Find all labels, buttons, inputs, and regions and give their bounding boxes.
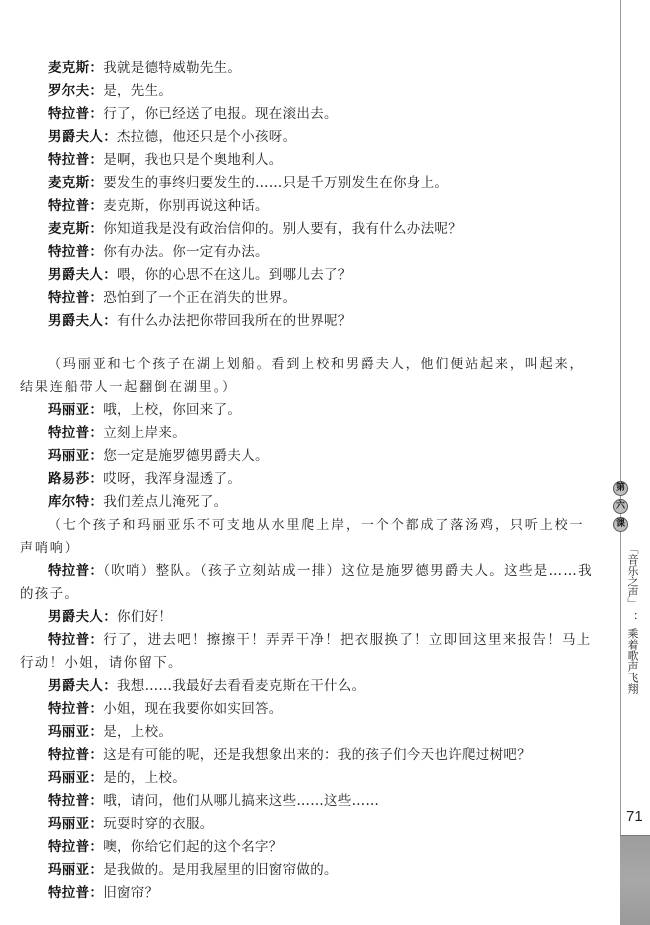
stage-direction: （玛丽亚和七个孩子在湖上划船。看到上校和男爵夫人，他们便站起来，叫起来，结果连船带人一起翻倒在湖里。） <box>20 357 585 395</box>
dialogue-line <box>20 675 595 698</box>
dialogue-line <box>20 882 595 905</box>
speech-text: 你知道我是没有政治信仰的。别人要有，我有什么办法呢？ <box>103 221 463 237</box>
speaker-name: 玛丽亚： <box>48 448 104 464</box>
speech-text: 行了，你已经送了电报。现在滚出去。 <box>103 106 338 122</box>
speech-text: 行了，进去吧！擦擦干！弄弄干净！把衣服换了！立即回这里来报告！马上行动！小姐，请你留下。 <box>20 632 592 671</box>
speaker-name: 特拉普： <box>48 563 104 579</box>
section-gap <box>20 333 595 353</box>
speech-text: 是我做的。是用我屋里的旧窗帘做的。 <box>103 862 338 878</box>
dialogue-line <box>20 721 595 744</box>
speaker-name: 男爵夫人： <box>48 313 117 329</box>
speaker-name: 特拉普： <box>48 425 104 441</box>
dialogue-line <box>20 172 595 195</box>
speech-text: 是，上校。 <box>103 724 173 740</box>
dialogue-line <box>20 80 595 103</box>
lesson-title-vertical: 「音乐之声」 <box>626 543 639 609</box>
speech-text: 是的，上校。 <box>103 770 187 786</box>
dialogue-line <box>20 399 595 422</box>
speaker-name: 特拉普： <box>48 885 104 901</box>
dialogue-line <box>20 491 595 514</box>
speaker-name: 特拉普： <box>48 106 104 122</box>
speaker-name: 罗尔夫： <box>48 83 104 99</box>
dialogue-line <box>20 468 595 491</box>
speaker-name: 特拉普： <box>48 839 104 855</box>
speech-text: 哦，请问，他们从哪儿搞来这些……这些…… <box>103 793 380 809</box>
dialogue-line <box>20 767 595 790</box>
speech-text: 哦，上校，你回来了。 <box>103 402 242 418</box>
dialogue-line <box>20 241 595 264</box>
speaker-name: 特拉普： <box>48 290 104 306</box>
speaker-name: 男爵夫人： <box>48 678 117 694</box>
speech-text: 玩耍时穿的衣服。 <box>103 816 214 832</box>
speech-text: 这是有可能的呢，还是我想象出来的：我的孩子们今天也许爬过树吧？ <box>103 747 532 763</box>
speaker-name: 特拉普： <box>48 198 104 214</box>
speaker-name: 特拉普： <box>48 793 104 809</box>
speech-text: 有什么办法把你带回我所在的世界呢？ <box>117 313 352 329</box>
speech-text: 要发生的事终归要发生的……只是千万别发生在你身上。 <box>103 175 449 191</box>
speaker-name: 男爵夫人： <box>48 609 117 625</box>
dialogue-line <box>20 859 595 882</box>
speech-text: 是，先生。 <box>103 83 173 99</box>
speech-text: 你们好！ <box>117 609 173 625</box>
speaker-name: 麦克斯： <box>48 175 104 191</box>
lesson-badge: 第 <box>613 481 628 496</box>
speech-text: 我就是德特威勒先生。 <box>103 60 242 76</box>
speaker-name: 玛丽亚： <box>48 724 104 740</box>
dialogue-line <box>20 126 595 149</box>
speech-text: 是啊，我也只是个奥地利人。 <box>103 152 283 168</box>
dialogue-line <box>20 836 595 859</box>
speech-text: 我们差点儿淹死了。 <box>103 494 228 510</box>
speech-text: 杰拉德，他还只是个小孩呀。 <box>117 129 297 145</box>
speaker-name: 男爵夫人： <box>48 267 117 283</box>
speaker-name: 玛丽亚： <box>48 770 104 786</box>
speech-text: 旧窗帘？ <box>103 885 159 901</box>
dialogue-line <box>20 310 595 333</box>
speech-text: 麦克斯，你别再说这种话。 <box>103 198 269 214</box>
speech-text: 您一定是施罗德男爵夫人。 <box>103 448 269 464</box>
dialogue-line <box>20 629 595 675</box>
page-edge-tab <box>620 835 650 925</box>
speech-text: 立刻上岸来。 <box>103 425 187 441</box>
speaker-name: 特拉普： <box>48 701 104 717</box>
title-colon: ： <box>626 612 639 623</box>
speaker-name: 特拉普： <box>48 244 104 260</box>
dialogue-line <box>20 218 595 241</box>
dialogue-line <box>20 813 595 836</box>
dialogue-line <box>20 744 595 767</box>
speaker-name: 特拉普： <box>48 632 104 648</box>
speaker-name: 男爵夫人： <box>48 129 117 145</box>
dialogue-line <box>20 606 595 629</box>
speaker-name: 玛丽亚： <box>48 862 104 878</box>
speaker-name: 特拉普： <box>48 152 104 168</box>
dialogue-line <box>20 560 595 606</box>
dialogue-line <box>20 698 595 721</box>
speaker-name: 玛丽亚： <box>48 816 104 832</box>
speech-text: 你有办法。你一定有办法。 <box>103 244 269 260</box>
speaker-name: 特拉普： <box>48 747 104 763</box>
unit-title-vertical: 乘着歌声飞翔 <box>626 628 639 694</box>
speech-text: 噢，你给它们起的这个名字？ <box>103 839 283 855</box>
speech-text: 小姐，现在我要你如实回答。 <box>103 701 283 717</box>
speech-text: 恐怕到了一个正在消失的世界。 <box>103 290 297 306</box>
dialogue-line <box>20 103 595 126</box>
speaker-name: 路易莎： <box>48 471 104 487</box>
dialogue-line <box>20 790 595 813</box>
speaker-name: 麦克斯： <box>48 60 104 76</box>
speech-text: （吹哨）整队。（孩子立刻站成一排）这位是施罗德男爵夫人。这些是……我的孩子。 <box>20 563 593 602</box>
speech-text: 哎呀，我浑身湿透了。 <box>103 471 242 487</box>
lesson-badge: 课 <box>613 517 628 532</box>
stage-direction: （七个孩子和玛丽亚乐不可支地从水里爬上岸，一个个都成了落汤鸡，只听上校一声哨响） <box>20 518 585 556</box>
speech-text: 我想……我最好去看看麦克斯在干什么。 <box>117 678 366 694</box>
dialogue-line <box>20 149 595 172</box>
dialogue-line <box>20 445 595 468</box>
lesson-badge: 六 <box>613 499 628 514</box>
dialogue-line <box>20 422 595 445</box>
speaker-name: 麦克斯： <box>48 221 104 237</box>
dialogue-line <box>20 287 595 310</box>
speaker-name: 玛丽亚： <box>48 402 104 418</box>
dialogue-line <box>20 195 595 218</box>
dialogue-line <box>20 264 595 287</box>
dialogue-line <box>20 57 595 80</box>
main-text-column <box>20 57 595 905</box>
speech-text: 喂，你的心思不在这儿。到哪儿去了？ <box>117 267 352 283</box>
speaker-name: 库尔特： <box>48 494 104 510</box>
page-number: 71 <box>626 808 643 825</box>
margin-rule <box>620 0 621 924</box>
